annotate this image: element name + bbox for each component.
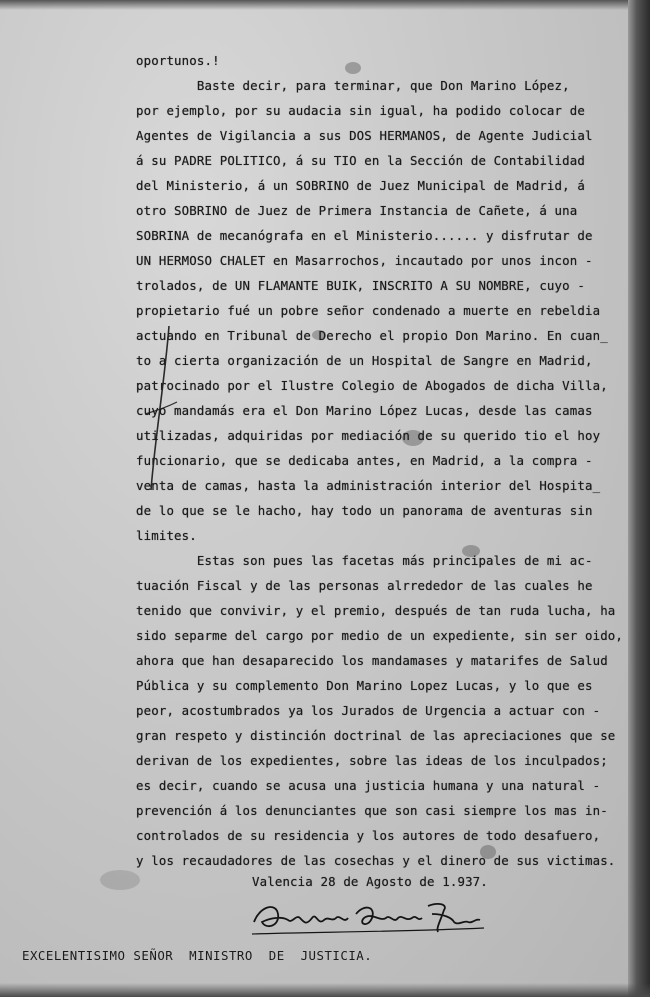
text-line: tuación Fiscal y de las personas alrrededor de las cuales he <box>136 578 593 593</box>
text-line: á su PADRE POLITICO, á su TIO en la Sección de Contabilidad <box>136 153 585 168</box>
text-line: cuyo mandamás era el Don Marino López Lucas, desde las camas <box>136 403 593 418</box>
addressee-line: EXCELENTISIMO SEÑOR MINISTRO DE JUSTICIA. <box>22 948 373 963</box>
text-line: controlados de su residencia y los autores de todo desafuero, <box>136 828 601 843</box>
text-line: gran respeto y distinción doctrinal de las apreciaciones que se <box>136 728 616 743</box>
stain-speck <box>100 870 140 890</box>
text-line: oportunos.! <box>136 53 220 68</box>
page-right-edge <box>628 0 650 997</box>
text-line: Agentes de Vigilancia a sus DOS HERMANOS, de Agente Judicial <box>136 128 593 143</box>
dateline: Valencia 28 de Agosto de 1.937. <box>252 874 488 889</box>
stain-speck <box>345 62 361 74</box>
text-line: sido separme del cargo por medio de un expediente, sin ser oido, <box>136 628 624 643</box>
page-bottom-shadow <box>0 983 650 997</box>
text-line: trolados, de UN FLAMANTE BUIK, INSCRITO A SU NOMBRE, cuyo - <box>136 278 585 293</box>
text-line: propietario fué un pobre señor condenado a muerte en rebeldia <box>136 303 601 318</box>
text-line: ahora que han desaparecido los mandamases y matarifes de Salud <box>136 653 608 668</box>
text-line: peor, acostumbrados ya los Jurados de Urgencia a actuar con - <box>136 703 601 718</box>
text-line: y los recaudadores de las cosechas y el dinero de sus victimas. <box>136 853 616 868</box>
page-top-shadow <box>0 0 650 10</box>
text-line: venta de camas, hasta la administración interior del Hospita_ <box>136 478 601 493</box>
text-line: del Ministerio, á un SOBRINO de Juez Municipal de Madrid, á <box>136 178 585 193</box>
text-line: funcionario, que se dedicaba antes, en Madrid, a la compra - <box>136 453 593 468</box>
text-line: Pública y su complemento Don Marino Lopez Lucas, y lo que es <box>136 678 593 693</box>
text-line: limites. <box>136 528 197 543</box>
text-line: prevención á los denunciantes que son casi siempre los mas in- <box>136 803 608 818</box>
text-line: Baste decir, para terminar, que Don Marino López, <box>136 78 570 93</box>
text-line: UN HERMOSO CHALET en Masarrochos, incautado por unos incon - <box>136 253 593 268</box>
text-line: actuando en Tribunal de Derecho el propio Don Marino. En cuan_ <box>136 328 608 343</box>
text-line: otro SOBRINO de Juez de Primera Instancia de Cañete, á una <box>136 203 578 218</box>
text-line: tenido que convivir, y el premio, después de tan ruda lucha, ha <box>136 603 616 618</box>
text-line: SOBRINA de mecanógrafa en el Ministerio...... y disfrutar de <box>136 228 593 243</box>
text-line: es decir, cuando se acusa una justicia humana y una natural - <box>136 778 601 793</box>
text-line: por ejemplo, por su audacia sin igual, ha podido colocar de <box>136 103 585 118</box>
text-line: de lo que se le hacho, hay todo un panorama de aventuras sin <box>136 503 593 518</box>
handwritten-signature <box>248 892 488 942</box>
text-line: utilizadas, adquiridas por mediación de su querido tio el hoy <box>136 428 601 443</box>
text-line: patrocinado por el Ilustre Colegio de Abogados de dicha Villa, <box>136 378 608 393</box>
text-line: derivan de los expedientes, sobre las ideas de los inculpados; <box>136 753 608 768</box>
text-line: to a cierta organización de un Hospital de Sangre en Madrid, <box>136 353 593 368</box>
text-line: Estas son pues las facetas más principales de mi ac- <box>136 553 593 568</box>
